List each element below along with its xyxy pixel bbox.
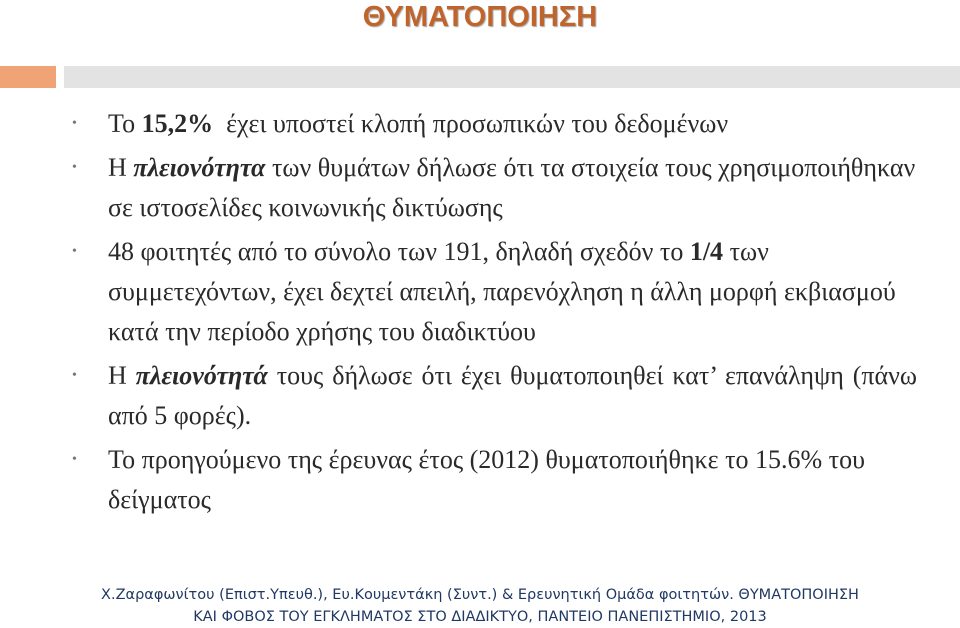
- text-segment: τους δήλωσε ότι έχει θυματοποιηθεί κατ’ επανάληψη (πάνω από 5 φορές).: [108, 361, 917, 430]
- footer-credit-line2: ΚΑΙ ΦΟΒΟΣ ΤΟΥ ΕΓΚΛΗΜΑΤΟΣ ΣΤΟ ΔΙΑΔΙΚΤΥΟ, ΠΑΝΤΕΙΟ ΠΑΝΕΠΙΣΤΗΜΙΟ, 2013: [193, 609, 767, 625]
- emphasis-text: πλειονότητά: [135, 361, 268, 390]
- list-item: [72, 148, 917, 228]
- bullet-list: [72, 104, 917, 524]
- bullet-icon: •: [72, 116, 77, 131]
- text-segment: Η: [108, 153, 134, 182]
- text-segment: Η: [108, 361, 136, 390]
- slide-title: ΘΥΜΑΤΟΠΟΙΗΣΗ: [362, 1, 598, 33]
- emphasis-text: πλειονότητα: [133, 153, 266, 182]
- list-item: [72, 356, 917, 436]
- footer-credit-line1: Χ.Ζαραφωνίτου (Επιστ.Υπευθ.), Ευ.Κουμεντάκη (Συντ.) & Ερευνητική Ομάδα φοιτητών. ΘΥΜΑΤΟΠΟΙΗΣΗ: [101, 587, 859, 603]
- bullet-icon: •: [72, 160, 77, 175]
- text-segment: έχει υποστεί κλοπή προσωπικών του δεδομένων: [213, 109, 729, 138]
- text-segment: Το: [108, 109, 142, 138]
- text-segment: 48 φοιτητές από το σύνολο των 191, δηλαδή σχεδόν το: [108, 237, 690, 266]
- list-item: [72, 104, 917, 144]
- list-item: [72, 232, 917, 352]
- emphasis-text: 15,2%: [141, 109, 214, 138]
- bullet-icon: •: [72, 452, 77, 467]
- list-item: [72, 440, 917, 520]
- text-segment: Το προηγούμενο της έρευνας έτος (2012) θυματοποιήθηκε το 15.6% του δείγματος: [108, 445, 865, 514]
- text-segment: των θυμάτων δήλωσε ότι τα στοιχεία τους χρησιμοποιήθηκαν σε ιστοσελίδες κοινωνικής δικτύωσης: [108, 153, 916, 222]
- text-segment: των συμμετεχόντων, έχει δεχτεί απειλή, παρενόχληση η άλλη μορφή εκβιασμού κατά την περίοδο χρήσης του διαδικτύου: [108, 237, 896, 346]
- bullet-icon: •: [72, 244, 77, 259]
- accent-band: [0, 66, 56, 88]
- gray-band: [64, 66, 960, 88]
- bullet-icon: •: [72, 368, 77, 383]
- emphasis-text: 1/4: [689, 237, 724, 266]
